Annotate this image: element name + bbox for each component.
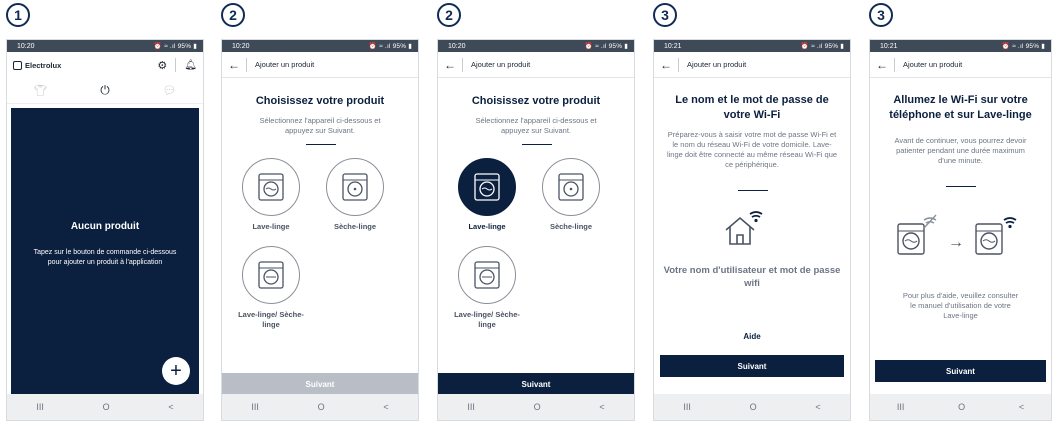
product-label-dryer: Sèche-linge (333, 222, 377, 231)
back-icon[interactable]: < (168, 402, 174, 412)
home-icon[interactable]: O (317, 402, 325, 412)
back-arrow-icon[interactable]: ← (444, 57, 456, 72)
phone-screen-product-selected (437, 39, 635, 421)
empty-state-text: Tapez sur le bouton de commande ci-dessous pour ajouter un produit à l'application (33, 249, 177, 266)
app-bar (870, 52, 1051, 78)
title-underline (522, 144, 552, 145)
system-nav-bar (222, 394, 418, 420)
phone-screen-enable-wifi (869, 39, 1052, 421)
plus-icon: + (170, 360, 182, 382)
next-button[interactable]: Suivant (660, 355, 844, 377)
page-subtitle: Sélectionnez l'appareil ci-dessous et appuyez sur Suivant. (259, 116, 381, 135)
arrow-right-icon: → (948, 234, 964, 251)
step-badge: 2 (221, 3, 245, 27)
page-title: Allumez le Wi-Fi sur votre téléphone et sur Lave-linge (889, 94, 1032, 121)
next-button[interactable]: Suivant (875, 360, 1046, 382)
product-label-washer-dryer: Lave-linge/ Sèche-linge (238, 310, 304, 329)
phone-screen-wifi-credentials (653, 39, 851, 421)
home-icon[interactable]: O (958, 402, 966, 412)
status-icons: ⏰ ≈ .ıl 95% ▮ (153, 43, 197, 50)
product-option-dryer[interactable] (326, 158, 384, 216)
title-underline (738, 190, 768, 191)
washing-machine-icon (472, 172, 502, 202)
home-tabs (7, 78, 203, 104)
status-icons: ⏰ ≈ .ıl 95% ▮ (584, 43, 628, 50)
add-product-fab[interactable] (162, 357, 190, 385)
page-title: Choisissez votre produit (471, 95, 601, 107)
product-option-washer-dryer[interactable] (458, 246, 516, 304)
status-icons: ⏰ ≈ .ıl 95% ▮ (1001, 43, 1045, 50)
app-bar-title: Ajouter un produit (687, 60, 747, 69)
back-icon[interactable]: < (599, 402, 605, 412)
back-arrow-icon[interactable]: ← (228, 57, 240, 72)
home-header (7, 52, 203, 78)
help-link[interactable]: Aide (743, 332, 761, 341)
brand-logo: Electrolux (13, 61, 61, 70)
next-button[interactable]: Suivant (438, 373, 634, 395)
dryer-icon (556, 172, 586, 202)
home-icon[interactable]: O (102, 402, 110, 412)
product-option-washer[interactable] (242, 158, 300, 216)
clock: 10:21 (880, 42, 898, 50)
clock: 10:21 (664, 42, 682, 50)
divider (678, 58, 679, 72)
phone-screen-home (6, 39, 204, 421)
product-label-washer-dryer: Lave-linge/ Sèche-linge (454, 310, 520, 329)
product-label-washer: Lave-linge (252, 222, 290, 231)
status-bar (654, 40, 850, 52)
home-icon[interactable]: O (749, 402, 757, 412)
status-bar (7, 40, 203, 52)
home-icon[interactable]: O (533, 402, 541, 412)
divider (462, 58, 463, 72)
system-nav-bar (438, 394, 634, 420)
status-icons: ⏰ ≈ .ıl 95% ▮ (800, 43, 844, 50)
status-bar (222, 40, 418, 52)
product-option-dryer[interactable] (542, 158, 600, 216)
step-badge: 3 (869, 3, 893, 27)
recents-icon[interactable]: III (36, 402, 44, 412)
washer-wifi-on-icon (972, 212, 1022, 262)
back-icon[interactable]: < (383, 402, 389, 412)
clock: 10:20 (232, 42, 250, 50)
app-bar-title: Ajouter un produit (471, 60, 531, 69)
dryer-icon (340, 172, 370, 202)
recents-icon[interactable]: III (251, 402, 259, 412)
phone-screen-choose-product (221, 39, 419, 421)
recents-icon[interactable]: III (896, 402, 905, 412)
home-wifi-icon (720, 208, 764, 252)
app-bar (438, 52, 634, 78)
title-underline (946, 186, 976, 187)
back-icon[interactable]: < (815, 402, 821, 412)
back-arrow-icon[interactable]: ← (876, 57, 888, 72)
tab-chat-icon[interactable]: 💬︎ (162, 85, 177, 97)
washer-dryer-icon (472, 260, 502, 290)
electrolux-logo-icon (13, 61, 22, 70)
recents-icon[interactable]: III (467, 402, 475, 412)
system-nav-bar (7, 394, 203, 420)
app-bar (654, 52, 850, 78)
recents-icon[interactable]: III (683, 402, 691, 412)
page-title: Le nom et le mot de passe de votre Wi-Fi (675, 94, 829, 121)
page-title: Choisissez votre produit (255, 95, 385, 107)
next-button[interactable]: Suivant (222, 373, 418, 395)
system-nav-bar (870, 394, 1051, 420)
settings-gear-icon[interactable]: ⚙ (157, 59, 168, 72)
app-bar (222, 52, 418, 78)
product-label-washer: Lave-linge (468, 222, 506, 231)
washer-dryer-icon (256, 260, 286, 290)
notification-bell-icon[interactable]: 🔔︎ (184, 59, 197, 71)
washer-wifi-off-icon (894, 212, 944, 262)
divider (894, 58, 895, 72)
title-underline (306, 144, 336, 145)
system-nav-bar (654, 394, 850, 420)
tab-power-icon[interactable]: ⏻ (100, 83, 110, 97)
clock: 10:20 (17, 42, 35, 50)
step-badge: 1 (6, 3, 30, 27)
wifi-instructions: Préparez-vous à saisir votre mot de passe Wi-Fi et le nom du réseau Wi-Fi de votre domicile. Lave-linge doit être connecté au même réseau Wi-Fi que ce périphérique. (666, 130, 838, 169)
empty-state-panel (11, 108, 199, 394)
product-option-washer[interactable] (458, 158, 516, 216)
empty-state-title: Aucun produit (70, 221, 140, 232)
help-text: Pour plus d'aide, veuillez consulter le manuel d'utilisation de votre Lave-linge (902, 291, 1019, 320)
status-bar (438, 40, 634, 52)
clock: 10:20 (448, 42, 466, 50)
tab-laundry-icon[interactable]: 👕︎ (33, 85, 48, 97)
page-subtitle: Sélectionnez l'appareil ci-dessous et appuyez sur Suivant. (475, 116, 597, 135)
status-bar (870, 40, 1051, 52)
step-badge: 3 (653, 3, 677, 27)
divider (246, 58, 247, 72)
app-bar-title: Ajouter un produit (255, 60, 315, 69)
step-badge: 2 (437, 3, 461, 27)
wifi-credentials-label: Votre nom d'utilisateur et mot de passe wifi (663, 265, 841, 289)
back-icon[interactable]: < (1018, 402, 1025, 412)
product-label-dryer: Sèche-linge (549, 222, 593, 231)
status-icons: ⏰ ≈ .ıl 95% ▮ (368, 43, 412, 50)
wait-instructions: Avant de continuer, vous pourrez devoir patienter pendant une durée maximum d'une minute. (894, 136, 1027, 165)
back-arrow-icon[interactable]: ← (660, 57, 672, 72)
divider (175, 58, 176, 72)
product-option-washer-dryer[interactable] (242, 246, 300, 304)
washing-machine-icon (256, 172, 286, 202)
app-bar-title: Ajouter un produit (903, 60, 963, 69)
